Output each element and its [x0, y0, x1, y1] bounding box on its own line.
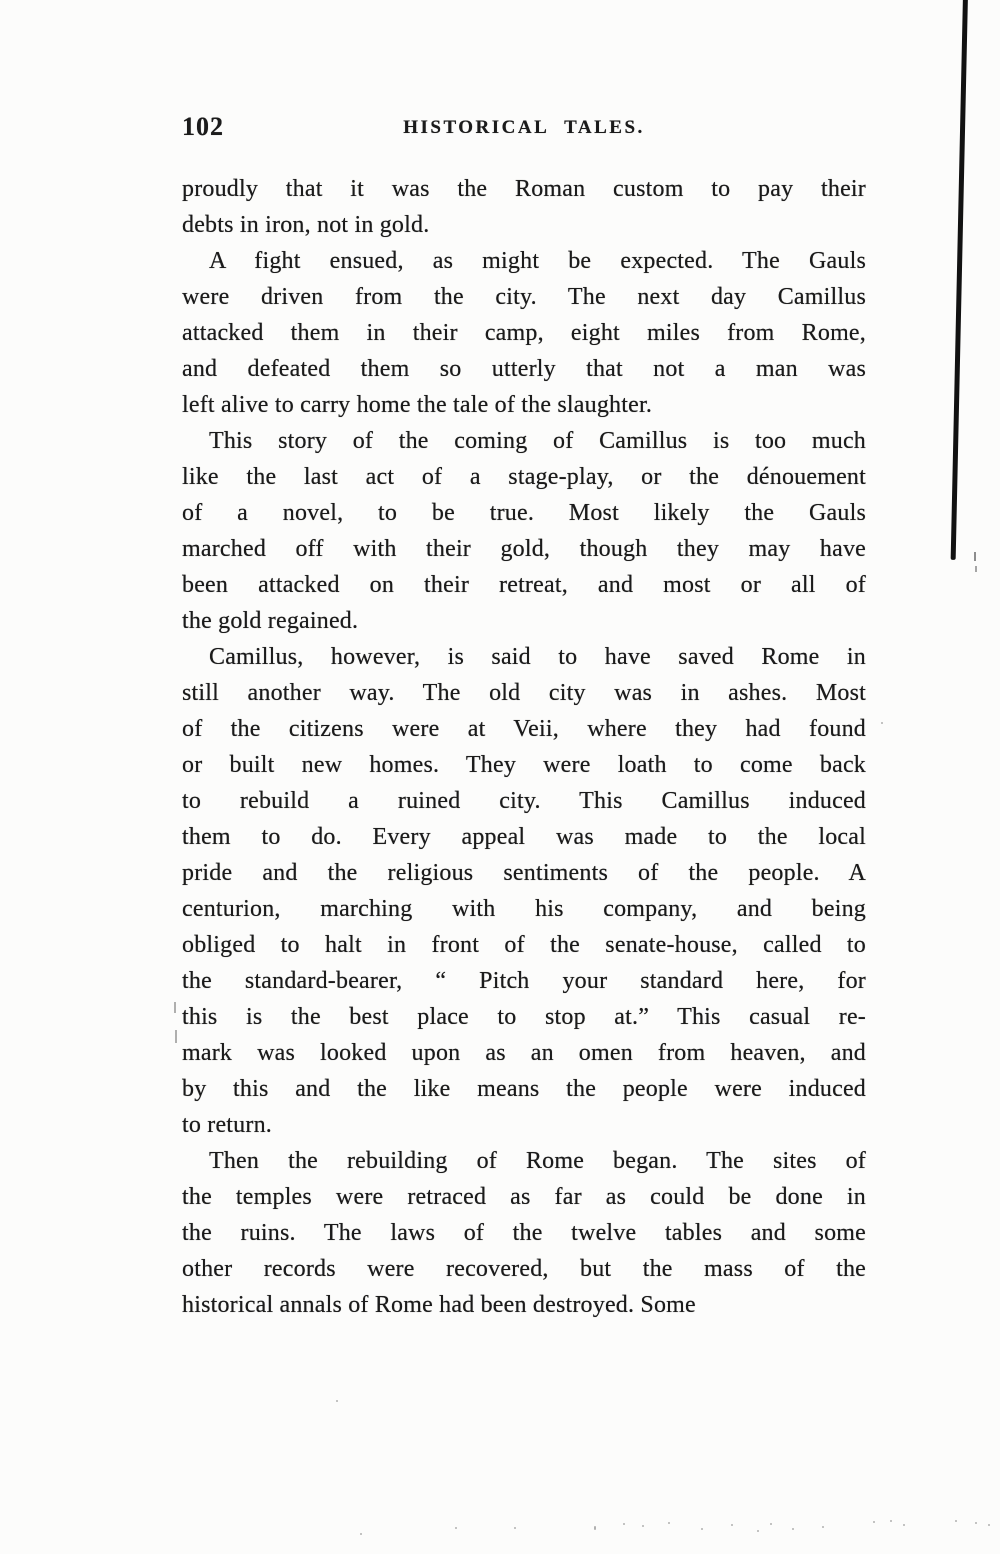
scan-speckle — [822, 1526, 824, 1528]
text-line: the temples were retraced as far as could be done in — [182, 1184, 866, 1210]
scan-artifact-margin-mark — [175, 1030, 177, 1043]
text-line: to rebuild a ruined city. This Camillus induced — [182, 788, 866, 814]
scan-speckle — [668, 1522, 670, 1524]
text-line: A fight ensued, as might be expected. The Gauls — [209, 248, 866, 274]
paragraph — [182, 243, 866, 423]
scan-speckle — [731, 1524, 733, 1526]
running-header-title: HISTORICAL TALES. — [403, 117, 645, 138]
text-line: proudly that it was the Roman custom to pay their — [182, 176, 866, 202]
text-line: of a novel, to be true. Most likely the Gauls — [182, 500, 866, 526]
text-line: this is the best place to stop at.” This casual re- — [182, 1004, 866, 1030]
text-line: of the citizens were at Veii, where they had found — [182, 716, 866, 742]
scan-speckle — [873, 1521, 875, 1523]
page-number: 102 — [182, 112, 224, 141]
text-line: pride and the religious sentiments of the people. A — [182, 860, 866, 886]
text-line: debts in iron, not in gold. — [182, 212, 430, 238]
scan-speckle — [890, 1520, 892, 1522]
text-line: by this and the like means the people were induced — [182, 1076, 866, 1102]
text-line: the standard-bearer, “ Pitch your standard here, for — [182, 968, 866, 994]
text-line: obliged to halt in front of the senate-house, called to — [182, 932, 866, 958]
scan-speckle — [955, 1520, 957, 1522]
scan-speckle — [770, 1523, 772, 1525]
scan-speckle — [792, 1528, 794, 1530]
scan-speckle — [701, 1528, 703, 1530]
text-line: still another way. The old city was in ashes. Most — [182, 680, 866, 706]
text-line: attacked them in their camp, eight miles from Rome, — [182, 320, 866, 346]
text-line: to return. — [182, 1112, 272, 1138]
text-line: This story of the coming of Camillus is too much — [209, 428, 866, 454]
scan-speckle — [757, 1530, 759, 1532]
scan-speckle — [881, 722, 883, 724]
text-line: the gold regained. — [182, 608, 359, 634]
scan-speckle — [903, 1524, 905, 1526]
scan-speckle — [455, 1527, 457, 1529]
paragraph — [182, 423, 866, 639]
text-line: were driven from the city. The next day Camillus — [182, 284, 866, 310]
scan-speckle — [975, 1522, 977, 1524]
scan-speckle — [514, 1527, 516, 1529]
text-line: other records were recovered, but the mass of the — [182, 1256, 866, 1282]
paragraph — [182, 171, 866, 243]
text-line: the ruins. The laws of the twelve tables and some — [182, 1220, 866, 1246]
text-line: left alive to carry home the tale of the slaughter. — [182, 392, 653, 418]
scan-artifact-edge-line-tail — [974, 552, 976, 561]
text-line: or built new homes. They were loath to come back — [182, 752, 866, 778]
running-header — [182, 112, 866, 146]
scan-speckle — [360, 1533, 362, 1535]
text-line: them to do. Every appeal was made to the local — [182, 824, 866, 850]
scan-artifact-edge-line-tail — [975, 566, 977, 572]
text-line: historical annals of Rome had been destroyed. Some — [182, 1292, 696, 1318]
text-line: been attacked on their retreat, and most or all of — [182, 572, 866, 598]
text-line: marched off with their gold, though they may have — [182, 536, 866, 562]
scan-speckle — [336, 1400, 338, 1402]
scan-artifact-margin-mark — [174, 1002, 176, 1013]
scan-artifact-edge-line — [951, 0, 968, 560]
text-line: mark was looked upon as an omen from heaven, and — [182, 1040, 866, 1066]
text-line: like the last act of a stage-play, or the dénouement — [182, 464, 866, 490]
text-line: Camillus, however, is said to have saved Rome in — [209, 644, 866, 670]
paragraph — [182, 639, 866, 1143]
paragraph — [182, 1143, 866, 1323]
scan-speckle — [594, 1526, 596, 1530]
scan-speckle — [623, 1523, 625, 1525]
text-line: Then the rebuilding of Rome began. The sites of — [209, 1148, 866, 1174]
scan-speckle — [642, 1525, 644, 1527]
page-body — [182, 171, 866, 1323]
text-line: and defeated them so utterly that not a man was — [182, 356, 866, 382]
scan-speckle — [988, 1524, 990, 1526]
text-line: centurion, marching with his company, and being — [182, 896, 866, 922]
